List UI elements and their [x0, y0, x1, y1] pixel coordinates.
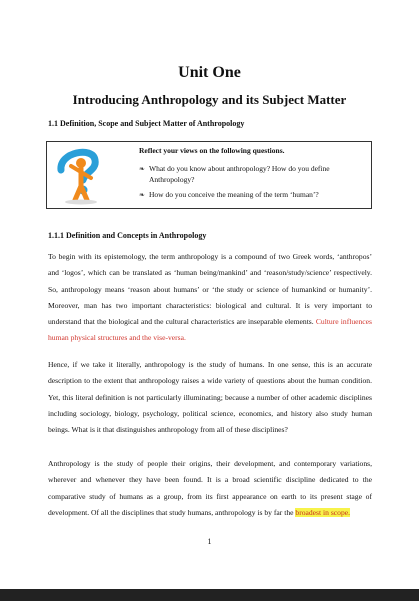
list-item [139, 164, 365, 185]
paragraph [48, 249, 372, 347]
bottom-bar [0, 589, 419, 601]
list-item [139, 190, 365, 201]
question-text: How do you conceive the meaning of the term ‘human’? [149, 190, 319, 199]
unit-title: Unit One [178, 64, 241, 81]
paragraph-text: To begin with its epistemology, the term anthropology is a compound of two Greek words, ‘anthropos’ and ‘logos’, which can be translated as ‘human being/mankind’ and ‘reason/study/science’ respectively. So, anthropology means ‘reason about humans’ or ‘the study or science of humankind or humanity’. Moreover, man has two important characteristics: biological and cultural. It is very important to understand that the biological and the cultural characteristics are inseparable elements. [48, 252, 372, 327]
person-with-question-mark-icon [51, 144, 121, 206]
bullet-icon: ❧ [139, 165, 145, 173]
page-number: 1 [207, 537, 212, 546]
paragraph [48, 456, 372, 521]
highlighted-text: broadest in scope. [295, 507, 351, 517]
question-text: What do you know about anthropology? How do you define Anthropology? [149, 164, 330, 184]
emphasis-text: Culture influences human physical structures and the vise-versa. [48, 317, 372, 343]
paragraph: Hence, if we take it literally, anthropology is the study of humans. In one sense, this is an accurate description to the extent that anthropology raises a wide variety of questions about the human condition. Yet, this literal definition is not particularly illuminating; because a number of other academic disciplines including sociology, biology, psychology, political science, economics, and history also study human beings. What is it that distinguishes anthropology from all of these disciplines? [48, 360, 372, 435]
reflect-heading: Reflect your views on the following questions. [139, 146, 285, 155]
bullet-icon: ❧ [139, 191, 145, 199]
reflect-box [46, 141, 372, 209]
section-heading: 1.1 Definition, Scope and Subject Matter of Anthropology [48, 119, 245, 128]
subsection-heading: 1.1.1 Definition and Concepts in Anthropology [48, 231, 207, 240]
paragraph-text: Anthropology is the study of people their origins, their development, and contemporary variations, wherever and whenever they have been found. It is a broad scientific discipline dedicated to the comparative study of humans as a group, from its first appearance on earth to its present stage of development. Of all the disciplines that study humans, anthropology is by far the [48, 459, 372, 517]
chapter-title: Introducing Anthropology and its Subject Matter [72, 92, 347, 107]
